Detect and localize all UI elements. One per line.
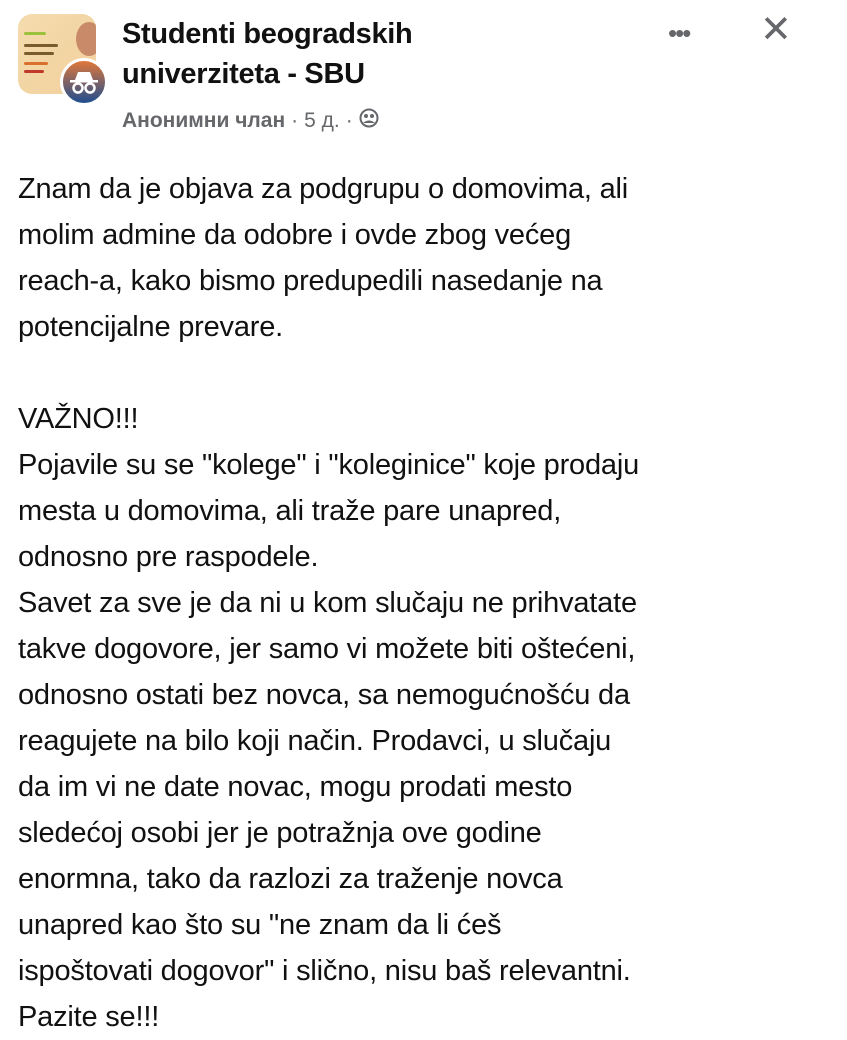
group-name-line2[interactable]: univerziteta - SBU	[122, 58, 365, 90]
post-text-line: reach-a, kako bismo predupedili nasedanje na	[18, 265, 603, 297]
post-text-line: Pojavile su se "kolege" i "koleginice" koje prodaju	[18, 449, 640, 481]
post-meta	[122, 108, 379, 134]
close-icon[interactable]: ✕	[760, 9, 792, 51]
post-text-line: potencijalne prevare.	[18, 311, 284, 343]
post-text-line: reagujete na bilo koji način. Prodavci, u slučaju	[18, 725, 612, 757]
post-text-line: odnosno pre raspodele.	[18, 541, 319, 573]
post-text-line: mesta u domovima, ali traže pare unapred,	[18, 495, 562, 527]
post-text-line: sledećoj osobi jer je potražnja ove godine	[18, 817, 542, 849]
post-text-line: takve dogovore, jer samo vi možete biti oštećeni,	[18, 633, 636, 665]
post-text-line: ispoštovati dogovor" i slično, nisu baš relevantni.	[18, 955, 631, 987]
paragraph-gap	[18, 350, 639, 396]
anonymous-member-icon	[60, 58, 108, 106]
group-members-icon	[359, 108, 379, 134]
group-avatar[interactable]	[18, 14, 106, 102]
author-name[interactable]: Анонимни члан	[122, 109, 286, 132]
more-options-icon[interactable]: •••	[668, 18, 690, 48]
post-text-line: da im vi ne date novac, mogu prodati mesto	[18, 771, 573, 803]
post-text-line: VAŽNO!!!	[18, 403, 139, 435]
post-text-line: enormna, tako da razlozi za traženje novca	[18, 863, 563, 895]
separator: ·	[291, 109, 299, 132]
post-text-line: odnosno ostati bez novca, sa nemogućnošću da	[18, 679, 630, 711]
group-name[interactable]	[122, 14, 412, 94]
post-text	[18, 166, 639, 1040]
group-name-line1[interactable]: Studenti beogradskih	[122, 18, 413, 50]
post-text-line: unapred kao što su "ne znam da li ćeš	[18, 909, 502, 941]
post-text-line: molim admine da odobre i ovde zbog većeg	[18, 219, 571, 251]
separator: ·	[345, 109, 353, 132]
post-text-line: Pazite se!!!	[18, 1001, 160, 1033]
post-text-line: Znam da je objava za podgrupu o domovima, ali	[18, 173, 629, 205]
post-time[interactable]: 5 д.	[304, 109, 340, 132]
post-text-line: Savet za sve je da ni u kom slučaju ne prihvatate	[18, 587, 637, 619]
